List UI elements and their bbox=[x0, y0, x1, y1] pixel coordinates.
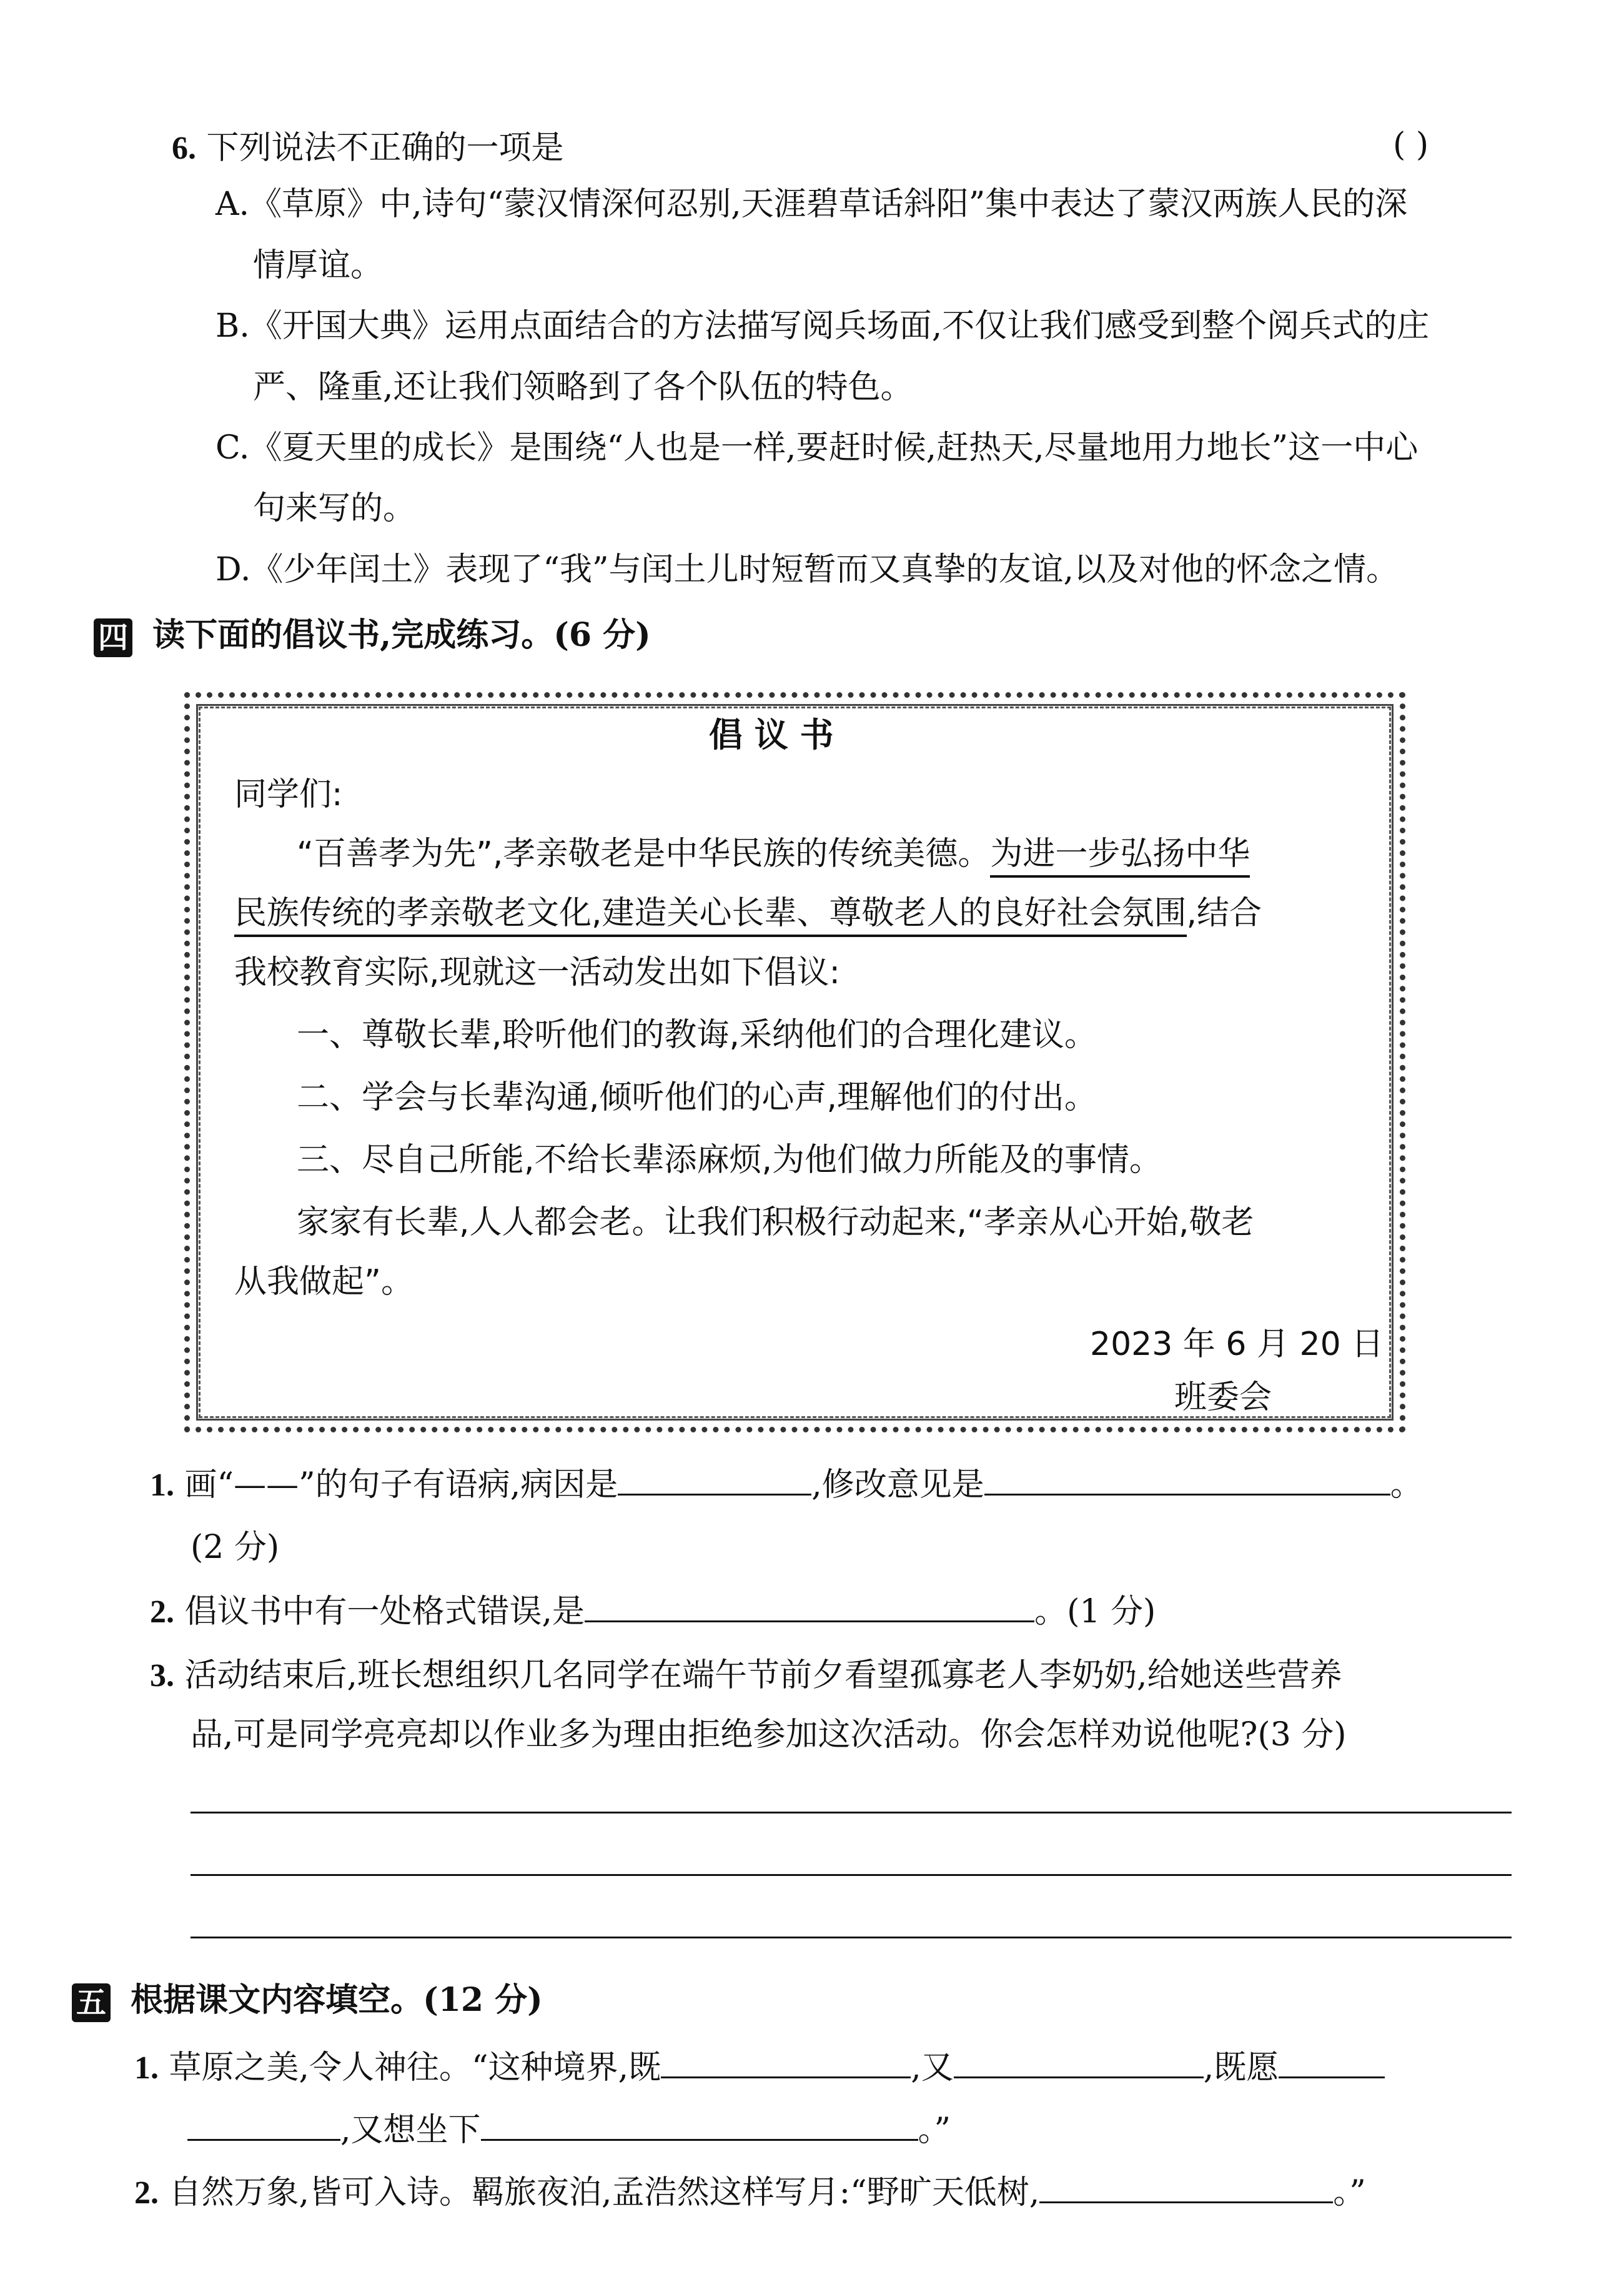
s5-question-1-line2 bbox=[187, 2110, 951, 2150]
s5-question-1-line1 bbox=[134, 2048, 1385, 2088]
section4-badge: 四 bbox=[94, 618, 132, 657]
s5-q2-number: 2. bbox=[134, 2175, 159, 2211]
s4-q2-number: 2. bbox=[150, 1594, 174, 1630]
s5-q1-text-d: ,又想坐下 bbox=[340, 2111, 481, 2149]
s4-q1-text-b: ,修改意见是 bbox=[811, 1466, 984, 1504]
answer-line-1[interactable] bbox=[191, 1812, 1512, 1813]
section4-heading bbox=[94, 615, 651, 657]
s4-q3-text-line1: 活动结束后,班长想组织几名同学在端午节前夕看望孤寡老人李奶奶,给她送些营养 bbox=[184, 1657, 1342, 1694]
s5-q2-text-a: 自然万象,皆可入诗。羁旅夜泊,孟浩然这样写月:“野旷天低树, bbox=[169, 2174, 1040, 2211]
q6-number: 6. bbox=[172, 131, 196, 166]
s4-q1-score: (2 分) bbox=[191, 1529, 280, 1566]
s5-q1-blank-2[interactable] bbox=[954, 2048, 1204, 2078]
section5-heading bbox=[72, 1980, 543, 2022]
s5-q1-text-e: 。” bbox=[918, 2111, 951, 2149]
letter-paragraph1-line1 bbox=[297, 834, 1250, 874]
q6-option-a-line2: 情厚谊。 bbox=[253, 247, 384, 284]
s4-question-3-line1 bbox=[150, 1655, 1342, 1696]
s4-q1-number: 1. bbox=[150, 1467, 174, 1503]
s5-q1-text-c: ,既愿 bbox=[1203, 2049, 1279, 2086]
section5-title: 根据课文内容填空。(12 分) bbox=[131, 1981, 543, 2019]
letter-item-1: 一、尊敬长辈,聆听他们的教诲,采纳他们的合理化建议。 bbox=[297, 1016, 1097, 1054]
q6-answer-paren[interactable]: ( ) bbox=[1393, 126, 1429, 164]
letter-paragraph1-line3: 我校教育实际,现就这一活动发出如下倡议: bbox=[234, 954, 841, 991]
letter-paragraph1-line2 bbox=[234, 893, 1262, 933]
s4-q1-blank-fix[interactable] bbox=[984, 1465, 1390, 1496]
q6-stem bbox=[172, 128, 564, 169]
s5-q2-text-b: 。” bbox=[1333, 2174, 1366, 2211]
q6-option-c-line1: C.《夏天里的成长》是围绕“人也是一样,要赶时候,赶热天,尽量地用力地长”这一中心 bbox=[215, 429, 1419, 467]
s5-q1-blank-3b[interactable] bbox=[187, 2110, 340, 2141]
s5-q1-text-b: ,又 bbox=[911, 2049, 954, 2086]
letter-salutation: 同学们: bbox=[234, 776, 343, 813]
letter-item-2: 二、学会与长辈沟通,倾听他们的心声,理解他们的付出。 bbox=[297, 1079, 1097, 1116]
q6-stem-text: 下列说法不正确的一项是 bbox=[206, 129, 564, 167]
s5-question-2 bbox=[134, 2173, 1366, 2213]
s4-q2-text-b: 。(1 分) bbox=[1034, 1593, 1156, 1630]
q6-option-c-line2: 句来写的。 bbox=[253, 490, 416, 527]
s4-question-2 bbox=[150, 1592, 1156, 1632]
s5-q1-text-a: 草原之美,令人神往。“这种境界,既 bbox=[169, 2049, 661, 2086]
section4-title: 读下面的倡议书,完成练习。(6 分) bbox=[152, 616, 651, 654]
s5-q2-blank[interactable] bbox=[1039, 2173, 1333, 2203]
letter-underlined-sentence-part1: 为进一步弘扬中华 bbox=[990, 835, 1250, 878]
s4-q2-text-a: 倡议书中有一处格式错误,是 bbox=[184, 1593, 585, 1630]
letter-closing-line2: 从我做起”。 bbox=[234, 1263, 413, 1301]
s4-question-1 bbox=[150, 1465, 1423, 1506]
s4-q2-blank[interactable] bbox=[585, 1592, 1034, 1622]
letter-p1-tail: ,结合 bbox=[1186, 895, 1262, 932]
q6-option-d-line1: D.《少年闰土》表现了“我”与闰土儿时短暂而又真挚的友谊,以及对他的怀念之情。 bbox=[215, 551, 1399, 588]
section5-badge: 五 bbox=[72, 1983, 111, 2022]
letter-signature: 班委会 bbox=[1174, 1379, 1272, 1416]
q6-option-b-line1: B.《开国大典》运用点面结合的方法描写阅兵场面,不仅让我们感受到整个阅兵式的庄 bbox=[215, 307, 1430, 345]
answer-line-3[interactable] bbox=[191, 1937, 1512, 1938]
letter-heading: 倡 议 书 bbox=[709, 715, 834, 755]
s4-q1-blank-cause[interactable] bbox=[618, 1465, 811, 1496]
s4-q3-number: 3. bbox=[150, 1658, 174, 1694]
letter-p1-text: “百善孝为先”,孝亲敬老是中华民族的传统美德。 bbox=[297, 835, 991, 873]
answer-line-2[interactable] bbox=[191, 1874, 1512, 1876]
s5-q1-blank-1[interactable] bbox=[661, 2048, 911, 2078]
s5-q1-blank-3[interactable] bbox=[1279, 2048, 1385, 2078]
s4-question-3-line2: 品,可是同学亮亮却以作业多为理由拒绝参加这次活动。你会怎样劝说他呢?(3 分) bbox=[191, 1716, 1347, 1754]
letter-item-3: 三、尽自己所能,不给长辈添麻烦,为他们做力所能及的事情。 bbox=[297, 1141, 1162, 1179]
letter-date: 2023 年 6 月 20 日 bbox=[1090, 1326, 1384, 1363]
s4-q1-text-c: 。 bbox=[1390, 1466, 1423, 1504]
q6-option-a-line1: A.《草原》中,诗句“蒙汉情深何忍别,天涯碧草话斜阳”集中表达了蒙汉两族人民的深 bbox=[215, 186, 1408, 223]
s5-q1-blank-4[interactable] bbox=[481, 2110, 918, 2141]
letter-closing-line1: 家家有长辈,人人都会老。让我们积极行动起来,“孝亲从心开始,敬老 bbox=[297, 1204, 1254, 1241]
s5-q1-number: 1. bbox=[134, 2050, 159, 2086]
s4-q1-text-a: 画“——”的句子有语病,病因是 bbox=[184, 1466, 618, 1504]
q6-option-b-line2: 严、隆重,还让我们领略到了各个队伍的特色。 bbox=[253, 369, 913, 406]
letter-underlined-sentence-part2: 民族传统的孝亲敬老文化,建造关心长辈、尊敬老人的良好社会氛围 bbox=[234, 895, 1187, 937]
letter-frame-inner bbox=[199, 707, 1391, 1418]
